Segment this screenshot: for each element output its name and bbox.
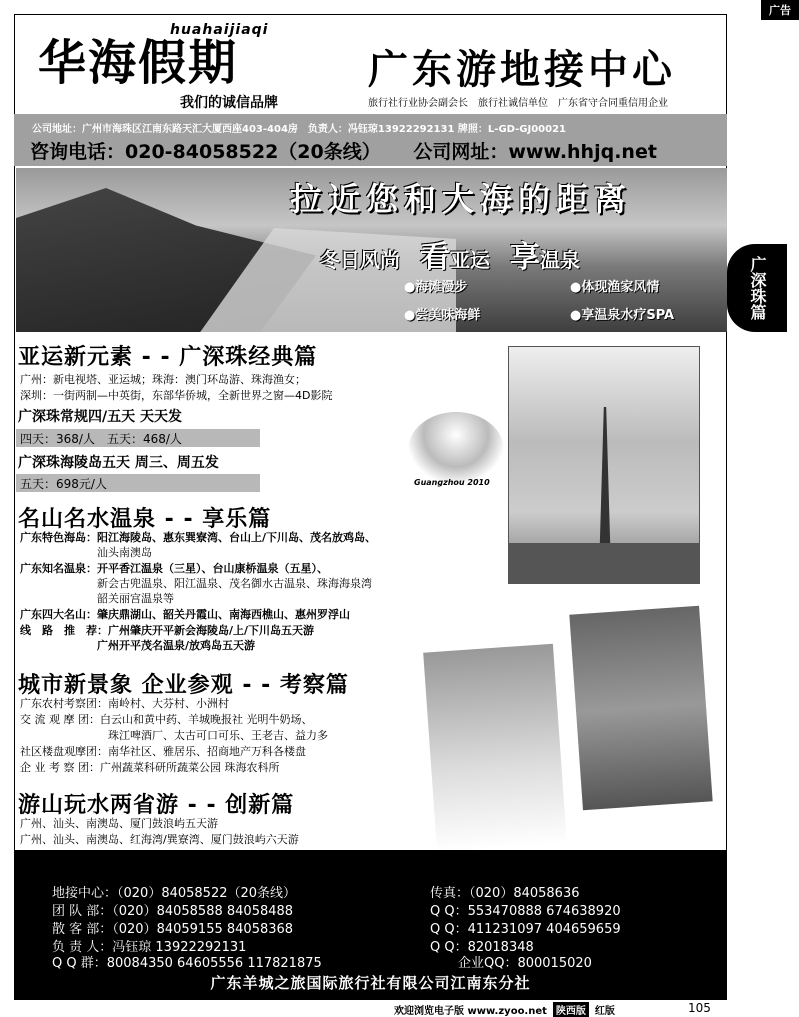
canton-tower-photo [508,346,700,584]
region-badge: 陕西版 [553,1002,589,1017]
section3-line: 广东农村考察团：南岭村、大芬村、小洲村 [20,697,229,710]
section2-line: 汕头南澳岛 [20,546,152,559]
footer-left-line: 散 客 部：（020）84059155 84058368 [52,922,294,937]
footer-left-line: 团 队 部：（020）84058588 84058488 [52,904,294,919]
footer-left-line: 地接中心：（020）84058522（20条线） [52,886,297,901]
footer-left-line: Q Q 群：80084350 64605556 117821875 [52,956,322,971]
section4-title: 游山玩水两省游 - - 创新篇 [18,793,295,818]
section2-title: 名山名水温泉 - - 享乐篇 [18,507,272,532]
section3-line: 珠江啤酒厂、太古可口可乐、王老吉、益力多 [20,729,328,742]
title-subtitle: 旅行社行业协会副会长 旅行社诚信单位 广东省守合同重信用企业 [368,98,668,109]
footer-right-line: 企业QQ：800015020 [458,956,592,971]
section3-line: 社区楼盘观摩团：南华社区、雅居乐、招商地产万科各楼盘 [20,745,306,758]
phone-label: 咨询电话：020-84058522（20条线） [30,141,381,163]
section2-line: 新会古兜温泉、阳江温泉、茂名御水古温泉、珠海海泉湾 [20,577,372,590]
section3-line: 交 流 观 摩 团：白云山和黄中药、羊城晚报社 光明牛奶场、 [20,713,313,726]
hero-bullet: ●体现渔家风情 [570,280,660,295]
page-title: 广东游地接中心 [368,47,676,93]
footer-left-line: 负 责 人：冯钰琼 13922292131 [52,940,247,955]
price-bar-1: 四天：368/人 五天：468/人 [16,429,260,447]
section2-line: 广州开平茂名温泉/放鸡岛五天游 [20,639,256,652]
contact-phone [30,137,657,164]
hero-bullet: ●尝美味海鲜 [404,308,481,323]
hero-slogans [320,232,580,276]
bottom-text: 欢迎浏览电子版 www.zyoo.net [394,1006,547,1017]
section1-line: 深圳：一街两制—中英街，东部华侨城，全新世界之窗—4D影院 [20,389,333,402]
section3-title: 城市新景象 企业参观 - - 考察篇 [18,673,349,698]
section2-line: 广东知名温泉：开平香江温泉（三星）、台山康桥温泉（五星）、 [20,562,328,575]
section2-line: 广东特色海岛：阳江海陵岛、惠东巽寮湾、台山上/下川岛、茂名放鸡岛、 [20,531,377,544]
footer-right-line: Q Q：411231097 404659659 [430,922,621,937]
slogan-c: 享温泉 [510,240,580,275]
section2-line: 线 路 推 荐：广州肇庆开平新会海陵岛/上/下川岛五天游 [20,624,315,637]
section1-line: 广州：新电视塔、亚运城；珠海：澳门环岛游、珠海渔女； [20,373,306,386]
page-number: 105 [688,1001,711,1015]
side-tab: 广深珠篇 [727,244,787,332]
section3-line: 企 业 考 察 团：广州蔬菜科研所蔬菜公园 珠海农科所 [20,761,280,774]
asian-games-caption: Guangzhou 2010 [414,478,490,487]
section4-line: 广州、汕头、南澳岛、厦门鼓浪屿五天游 [20,817,218,830]
slogan-b: 看亚运 [420,240,490,275]
section2-line: 韶关丽宫温泉等 [20,592,174,605]
company-name: 广东羊城之旅国际旅行社有限公司江南东分社 [210,974,531,992]
logo-name: 华海假期 [38,35,239,91]
beach-woman-photo [423,644,567,853]
footer-right-line: Q Q：82018348 [430,940,534,955]
section1-title: 亚运新元素 - - 广深珠经典篇 [18,345,318,370]
section2-line: 广东四大名山：肇庆鼎湖山、韶关丹霞山、南海西樵山、惠州罗浮山 [20,608,350,621]
logo-pinyin: huahaijiaqi [170,22,269,38]
hero-bullet: ●海滩漫步 [404,280,468,295]
section1-sub2: 广深珠海陵岛五天 周三、周五发 [18,455,219,471]
footer-right-line: Q Q：553470888 674638920 [430,904,621,919]
section1-sub1: 广深珠常规四/五天 天天发 [18,409,182,425]
logo-tagline: 我们的诚信品牌 [180,95,278,111]
slogan-a: 冬日风尚 [320,248,400,272]
hero-bullet: ●享温泉水疗SPA [570,308,675,323]
asian-games-logo [408,412,504,488]
city-palm-photo [569,606,712,811]
section4-line: 广州、汕头、南澳岛、红海湾/巽寮湾、厦门鼓浪屿六天游 [20,833,299,846]
skyline-graphic [509,543,699,583]
footer-right-line: 传真：（020）84058636 [430,886,580,901]
hero-title: 拉近您和大海的距离 [290,180,633,218]
edition-label: 红版 [594,1006,615,1017]
ad-tag: 广告 [761,0,799,20]
price-bar-2: 五天：698元/人 [16,474,260,492]
website-label: 公司网址：www.hhjq.net [413,141,657,163]
company-address: 公司地址：广州市海珠区江南东路天汇大厦西座403-404房 负责人：冯钰琼13922292131 牌照：L-GD-GJ00021 [32,124,567,135]
bottom-strip [394,1002,615,1017]
